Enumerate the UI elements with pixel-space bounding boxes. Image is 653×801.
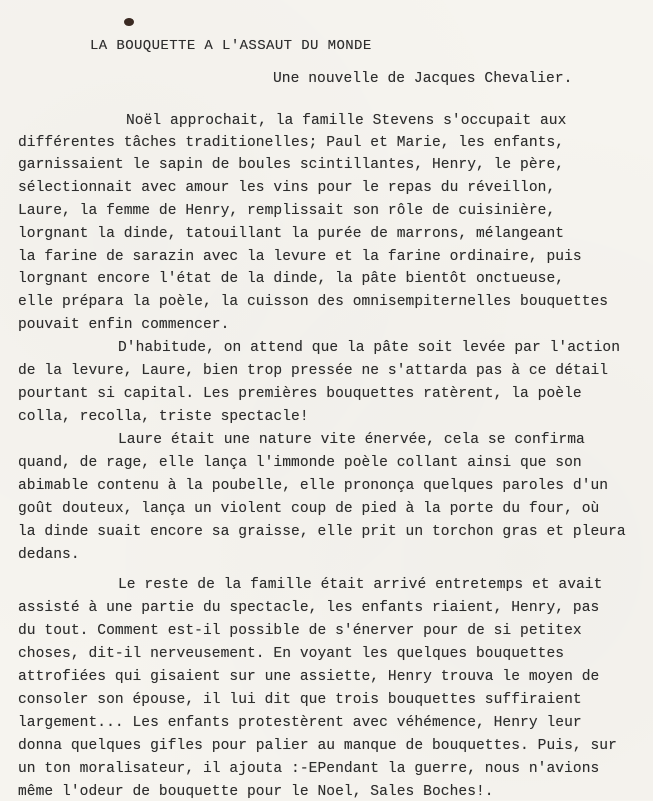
text-line: la farine de sarazin avec la levure et la farine ordinaire, puis	[18, 249, 582, 265]
text-line: un ton moralisateur, il ajouta :-EPendant la guerre, nous n'avions	[18, 761, 600, 777]
text-line: quand, de rage, elle lança l'immonde poèle collant ainsi que son	[18, 455, 582, 471]
text-line: D'habitude, on attend que la pâte soit levée par l'action	[118, 340, 621, 356]
text-line: abimable contenu à la poubelle, elle prononça quelques paroles d'un	[18, 478, 609, 494]
text-line: pourtant si capital. Les premières bouquettes ratèrent, la poèle	[18, 386, 582, 402]
text-line: donna quelques gifles pour palier au manque de bouquettes. Puis, sur	[18, 738, 617, 754]
text-line: attrofiées qui gisaient sur une assiette, Henry trouva le moyen de	[18, 669, 600, 685]
text-line: de la levure, Laure, bien trop pressée ne s'attarda pas à ce détail	[18, 363, 609, 379]
text-line: la dinde suait encore sa graisse, elle prit un torchon gras et pleura	[18, 524, 626, 540]
text-line: lorgnant encore l'état de la dinde, la pâte bientôt onctueuse,	[18, 271, 565, 287]
text-line: du tout. Comment est-il possible de s'énerver pour de si petitex	[18, 623, 582, 639]
punch-hole-mark	[124, 18, 134, 26]
text-line: Le reste de la famille était arrivé entretemps et avait	[118, 577, 603, 593]
text-line: Noël approchait, la famille Stevens s'occupait aux	[126, 113, 567, 129]
text-line: goût douteux, lança un violent coup de pied à la porte du four, où	[18, 501, 600, 517]
text-line: lorgnant la dinde, tatouillant la purée de marrons, mélangeant	[18, 226, 565, 242]
text-line: assisté à une partie du spectacle, les enfants riaient, Henry, pas	[18, 600, 600, 616]
story-title: LA BOUQUETTE A L'ASSAUT DU MONDE	[90, 38, 372, 54]
text-line: pouvait enfin commencer.	[18, 317, 230, 333]
text-line: largement... Les enfants protestèrent avec véhémence, Henry leur	[18, 715, 582, 731]
text-line: choses, dit-il nerveusement. En voyant les quelques bouquettes	[18, 646, 565, 662]
text-line: elle prépara la poèle, la cuisson des omnisempiternelles bouquettes	[18, 294, 609, 310]
text-line: Laure, la femme de Henry, remplissait son rôle de cuisinière,	[18, 203, 556, 219]
text-line: différentes tâches traditionelles; Paul et Marie, les enfants,	[18, 135, 565, 151]
text-line: consoler son épouse, il lui dit que trois bouquettes suffiraient	[18, 692, 582, 708]
text-line: Laure était une nature vite énervée, cela se confirma	[118, 432, 585, 448]
text-line: colla, recolla, triste spectacle!	[18, 409, 309, 425]
text-line: sélectionnait avec amour les vins pour le repas du réveillon,	[18, 180, 556, 196]
text-line: même l'odeur de bouquette pour le Noel, Sales Boches!.	[18, 784, 494, 800]
text-line: garnissaient le sapin de boules scintillantes, Henry, le père,	[18, 157, 565, 173]
text-line: dedans.	[18, 547, 80, 563]
story-byline: Une nouvelle de Jacques Chevalier.	[273, 71, 573, 87]
